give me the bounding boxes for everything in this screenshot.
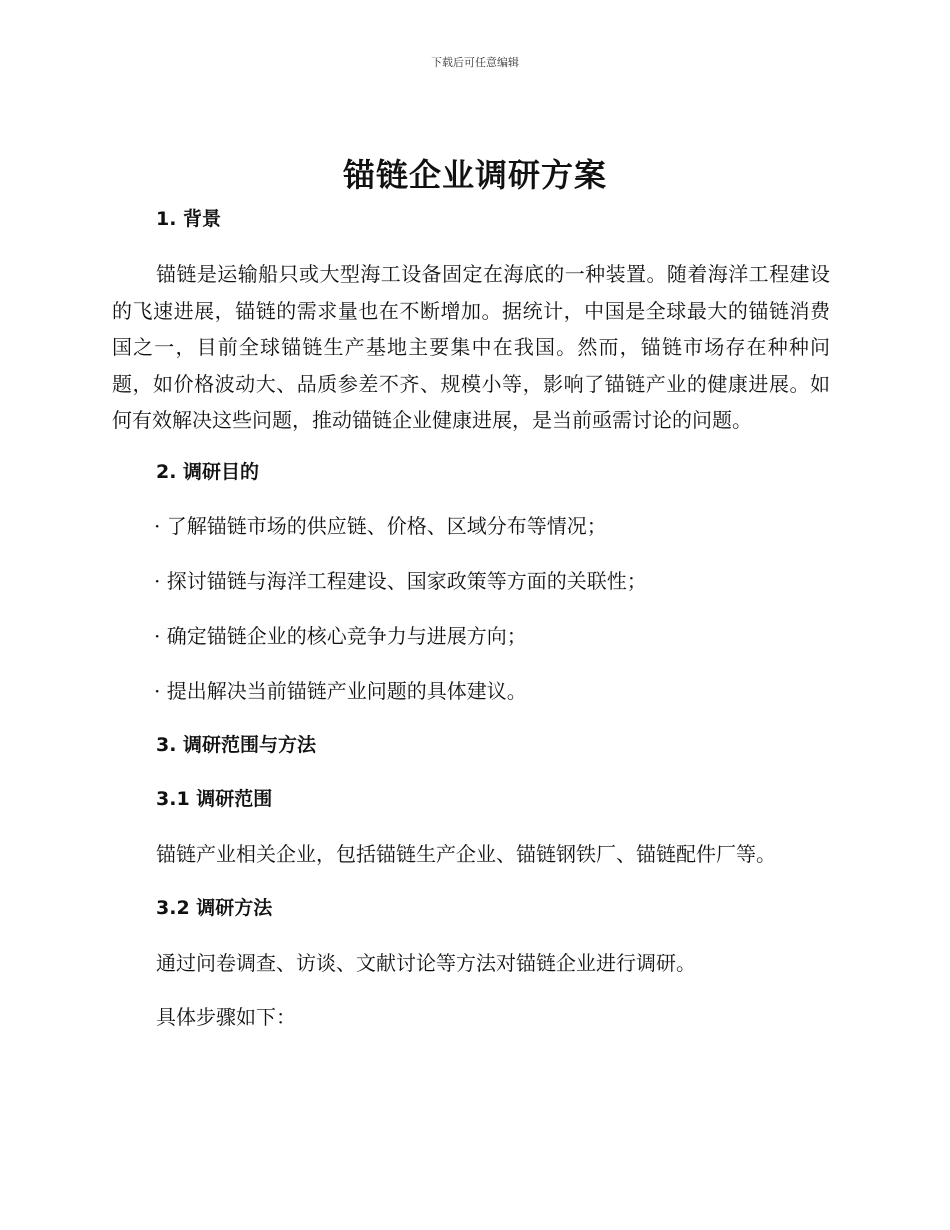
subsection-heading-scope: 3.1 调研范围 — [156, 787, 273, 810]
purpose-bullet: · 探讨锚链与海洋工程建设、国家政策等方面的关联性； — [154, 568, 647, 593]
purpose-bullet: · 确定锚链企业的核心竞争力与进展方向； — [154, 623, 527, 648]
purpose-bullet: · 了解锚链市场的供应链、价格、区域分布等情况； — [154, 513, 607, 538]
document-body — [112, 204, 830, 1032]
section-heading-background: 1. 背景 — [156, 208, 222, 230]
document-title: 锚链企业调研方案 — [342, 156, 607, 194]
background-paragraph: 锚链是运输船只或大型海工设备固定在海底的一种装置。随着海洋工程建设的飞速进展，锚链的需求量也在不断增加。据统计，中国是全球最大的锚链消费国之一，目前全球锚链生产基地主要集中在我国。然而，锚链市场存在种种问题，如价格波动大、品质参差不齐、规模小等，影响了锚链产业的健康进展。如何有效解决这些问题，推动锚链企业健康进展，是当前亟需讨论的问题。 — [112, 262, 830, 432]
steps-intro: 具体步骤如下： — [156, 1004, 296, 1029]
subsection-heading-method: 3.2 调研方法 — [156, 896, 273, 919]
section-heading-purpose: 2. 调研目的 — [156, 460, 260, 483]
page-header: 下载后可任意编辑 — [431, 56, 519, 69]
section-heading-scope-method: 3. 调研范围与方法 — [156, 733, 317, 756]
scope-text: 锚链产业相关企业，包括锚链生产企业、锚链钢铁厂、锚链配件厂等。 — [156, 841, 776, 866]
method-text: 通过问卷调查、访谈、文献讨论等方法对锚链企业进行调研。 — [156, 950, 696, 975]
purpose-bullet: · 提出解决当前锚链产业问题的具体建议。 — [154, 678, 527, 703]
